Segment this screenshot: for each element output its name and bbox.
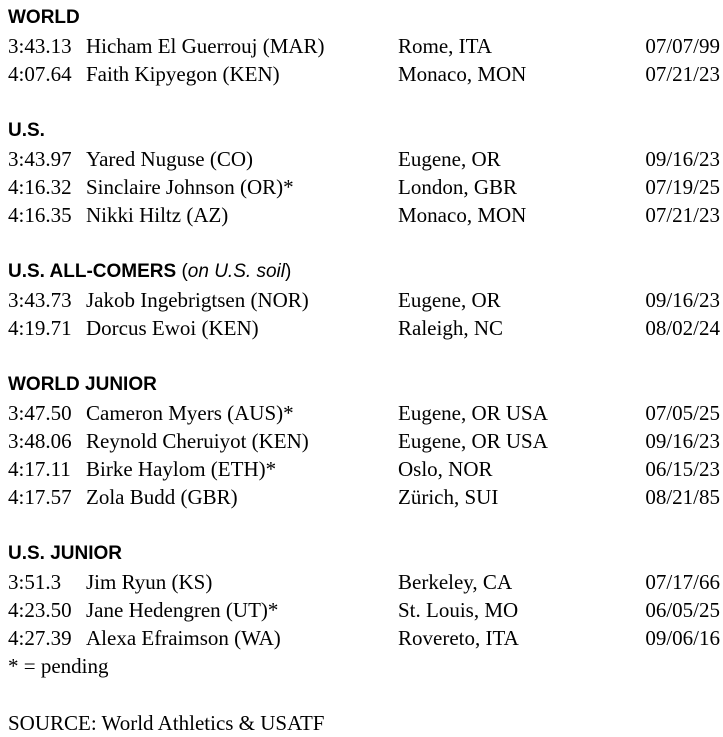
record-mark: 4:16.32 (8, 175, 72, 199)
record-venue: Eugene, OR USA (398, 429, 548, 453)
record-mark: 3:48.06 (8, 429, 72, 453)
record-athlete: Sinclaire Johnson (OR)* (86, 175, 294, 199)
record-mark: 3:43.97 (8, 147, 72, 171)
record-date: 09/06/16 (645, 626, 720, 650)
section-world-junior (8, 371, 720, 511)
record-row (8, 145, 720, 173)
section-spacer (8, 680, 720, 709)
record-date: 07/05/25 (645, 401, 720, 425)
record-mark: 4:27.39 (8, 626, 72, 650)
section-spacer (8, 342, 720, 371)
record-row (8, 60, 720, 88)
section-spacer (8, 229, 720, 258)
record-date: 06/05/25 (645, 598, 720, 622)
source-credit: SOURCE: World Athletics & USATF (8, 711, 325, 735)
record-venue: London, GBR (398, 175, 518, 199)
heading-note: (on U.S. soil) (176, 261, 292, 282)
record-date: 09/16/23 (645, 429, 720, 453)
record-mark: 3:47.50 (8, 401, 72, 425)
record-venue: Oslo, NOR (398, 457, 493, 481)
record-athlete: Cameron Myers (AUS)* (86, 401, 294, 425)
record-athlete: Reynold Cheruiyot (KEN) (86, 429, 309, 453)
record-mark: 4:17.57 (8, 485, 72, 509)
record-athlete: Yared Nuguse (CO) (86, 147, 254, 171)
record-date: 07/17/66 (645, 570, 720, 594)
section-heading: U.S. JUNIOR (8, 543, 123, 564)
record-athlete: Jim Ryun (KS) (86, 570, 213, 594)
record-venue: St. Louis, MO (398, 598, 519, 622)
record-row (8, 596, 720, 624)
record-mark: 4:16.35 (8, 203, 72, 227)
record-mark: 4:17.11 (8, 457, 71, 481)
record-row (8, 314, 720, 342)
record-athlete: Jane Hedengren (UT)* (86, 598, 279, 622)
record-venue: Raleigh, NC (398, 316, 503, 340)
section-heading: U.S. (8, 120, 45, 141)
record-mark: 3:51.3 (8, 570, 62, 594)
record-venue: Monaco, MON (398, 203, 527, 227)
record-row (8, 173, 720, 201)
record-athlete: Faith Kipyegon (KEN) (86, 62, 280, 86)
record-mark: 4:19.71 (8, 316, 72, 340)
record-venue: Zürich, SUI (398, 485, 499, 509)
section-heading: U.S. ALL-COMERS (on U.S. soil) (8, 261, 292, 282)
record-date: 09/16/23 (645, 147, 720, 171)
record-date: 07/21/23 (645, 203, 720, 227)
section-heading: WORLD (8, 7, 80, 28)
record-athlete: Birke Haylom (ETH)* (86, 457, 277, 481)
record-date: 06/15/23 (645, 457, 720, 481)
record-row (8, 568, 720, 596)
section-spacer (8, 88, 720, 117)
record-row (8, 455, 720, 483)
record-row (8, 483, 720, 511)
record-venue: Rome, ITA (398, 34, 492, 58)
record-venue: Eugene, OR USA (398, 401, 548, 425)
record-date: 09/16/23 (645, 288, 720, 312)
record-athlete: Hicham El Guerrouj (MAR) (86, 34, 325, 58)
record-date: 07/07/99 (645, 34, 720, 58)
record-venue: Eugene, OR (398, 288, 501, 312)
record-mark: 3:43.73 (8, 288, 72, 312)
record-venue: Rovereto, ITA (398, 626, 519, 650)
record-date: 07/19/25 (645, 175, 720, 199)
record-row (8, 201, 720, 229)
record-mark: 4:23.50 (8, 598, 72, 622)
record-venue: Berkeley, CA (398, 570, 513, 594)
section-heading: WORLD JUNIOR (8, 374, 157, 395)
record-row (8, 399, 720, 427)
record-row (8, 427, 720, 455)
record-date: 08/21/85 (645, 485, 720, 509)
section-us-junior (8, 540, 720, 652)
record-athlete: Jakob Ingebrigtsen (NOR) (86, 288, 309, 312)
records-document (8, 4, 720, 737)
record-date: 08/02/24 (645, 316, 720, 340)
section-us-all-comers (8, 258, 720, 342)
record-mark: 3:43.13 (8, 34, 72, 58)
section-spacer (8, 511, 720, 540)
record-venue: Eugene, OR (398, 147, 501, 171)
section-us (8, 117, 720, 229)
section-world (8, 4, 720, 88)
record-row (8, 286, 720, 314)
record-row (8, 624, 720, 652)
pending-footnote: * = pending (8, 654, 109, 678)
record-date: 07/21/23 (645, 62, 720, 86)
record-venue: Monaco, MON (398, 62, 527, 86)
record-athlete: Zola Budd (GBR) (86, 485, 238, 509)
record-athlete: Nikki Hiltz (AZ) (86, 203, 229, 227)
record-athlete: Alexa Efraimson (WA) (86, 626, 281, 650)
record-mark: 4:07.64 (8, 62, 72, 86)
record-athlete: Dorcus Ewoi (KEN) (86, 316, 259, 340)
record-row (8, 32, 720, 60)
